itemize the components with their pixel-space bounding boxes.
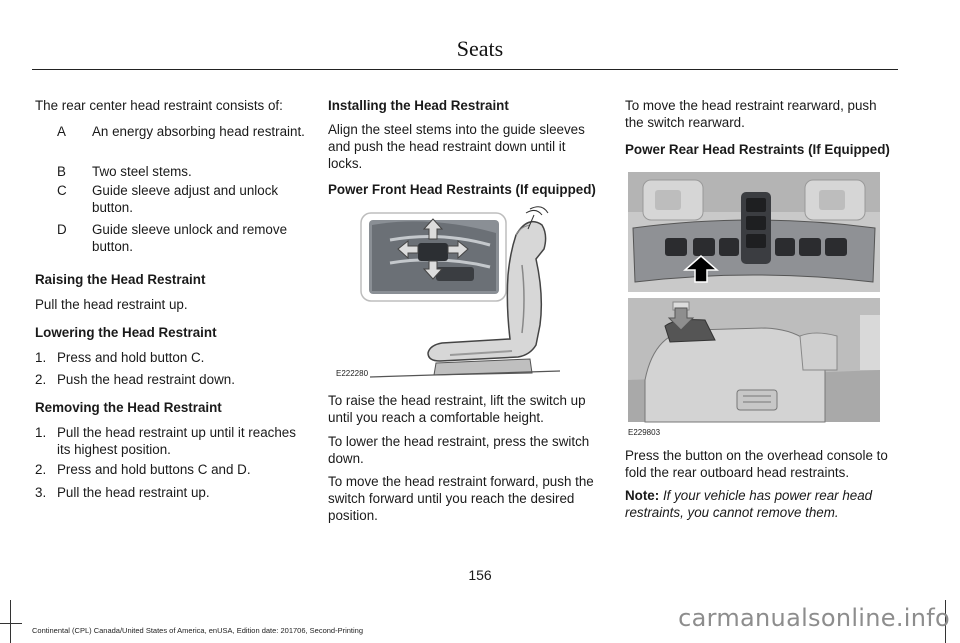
intro-text: The rear center head restraint consists of: [35,98,283,113]
crop-mark [0,623,22,624]
step-number: 2. [35,372,47,387]
console-text: Press the button on the overhead console to fold the rear outboard head restraints. [625,448,888,480]
item-text: Guide sleeve unlock and remove button. [92,222,288,254]
list-item [35,424,307,458]
seat-switch-illustration [330,205,602,383]
step-text: Push the head restraint down. [57,372,235,387]
power-rear-heading: Power Rear Head Restraints (If Equipped) [625,142,890,157]
item-text: Guide sleeve adjust and unlock button. [92,183,279,215]
step-text: Press and hold buttons C and D. [57,462,251,477]
item-letter: C [57,183,67,198]
figure-label: E222280 [336,369,369,378]
page-title: Seats [456,36,504,61]
list-item [35,182,307,216]
note [625,487,895,521]
step-number: 1. [35,350,47,365]
list-item [35,371,307,388]
step-text: Pull the head restraint up until it reaches its highest position. [57,425,296,457]
note-text: If your vehicle has power rear head restraints, you cannot remove them. [625,488,873,520]
raising-heading: Raising the Head Restraint [35,272,206,287]
crop-mark [10,600,11,643]
installing-heading: Installing the Head Restraint [328,98,509,113]
item-letter: D [57,222,67,237]
item-text: Two steel stems. [92,164,192,179]
step-text: Pull the head restraint up. [57,485,210,500]
list-item [35,123,307,157]
step-number: 1. [35,425,47,440]
installing-text: Align the steel stems into the guide sleeves and push the head restraint down until it locks. [328,122,585,171]
item-letter: A [57,124,66,139]
lower-text: To lower the head restraint, press the switch down. [328,434,590,466]
step-number: 2. [35,462,47,477]
parts-list [35,123,307,263]
note-label: Note: [625,488,660,503]
list-item [35,461,307,478]
item-letter: B [57,164,66,179]
power-front-heading: Power Front Head Restraints (If equipped) [328,182,596,197]
removing-heading: Removing the Head Restraint [35,400,222,415]
header-divider [32,69,898,70]
step-text: Press and hold button C. [57,350,205,365]
list-item [35,484,307,501]
list-item [35,349,307,366]
lowering-heading: Lowering the Head Restraint [35,325,217,340]
raising-text: Pull the head restraint up. [35,297,188,312]
rear-console-illustration [625,170,881,440]
step-number: 3. [35,485,47,500]
page-number: 156 [468,567,492,583]
list-item [35,163,307,180]
list-item [35,221,307,255]
raise-text: To raise the head restraint, lift the switch up until you reach a comfortable height. [328,393,586,425]
item-text: An energy absorbing head restraint. [92,124,305,139]
watermark-text: carmanualsonline.info [678,604,950,632]
footer-text: Continental (CPL) Canada/United States of America, enUSA, Edition date: 201706, Second-Printing [32,626,364,635]
forward-text: To move the head restraint forward, push the switch forward until you reach the desired position. [328,474,594,523]
rearward-text: To move the head restraint rearward, push the switch rearward. [625,98,877,130]
seat-illustration-svg [330,205,602,383]
rear-illustration-svg [625,170,881,426]
figure-label: E229803 [628,428,661,437]
